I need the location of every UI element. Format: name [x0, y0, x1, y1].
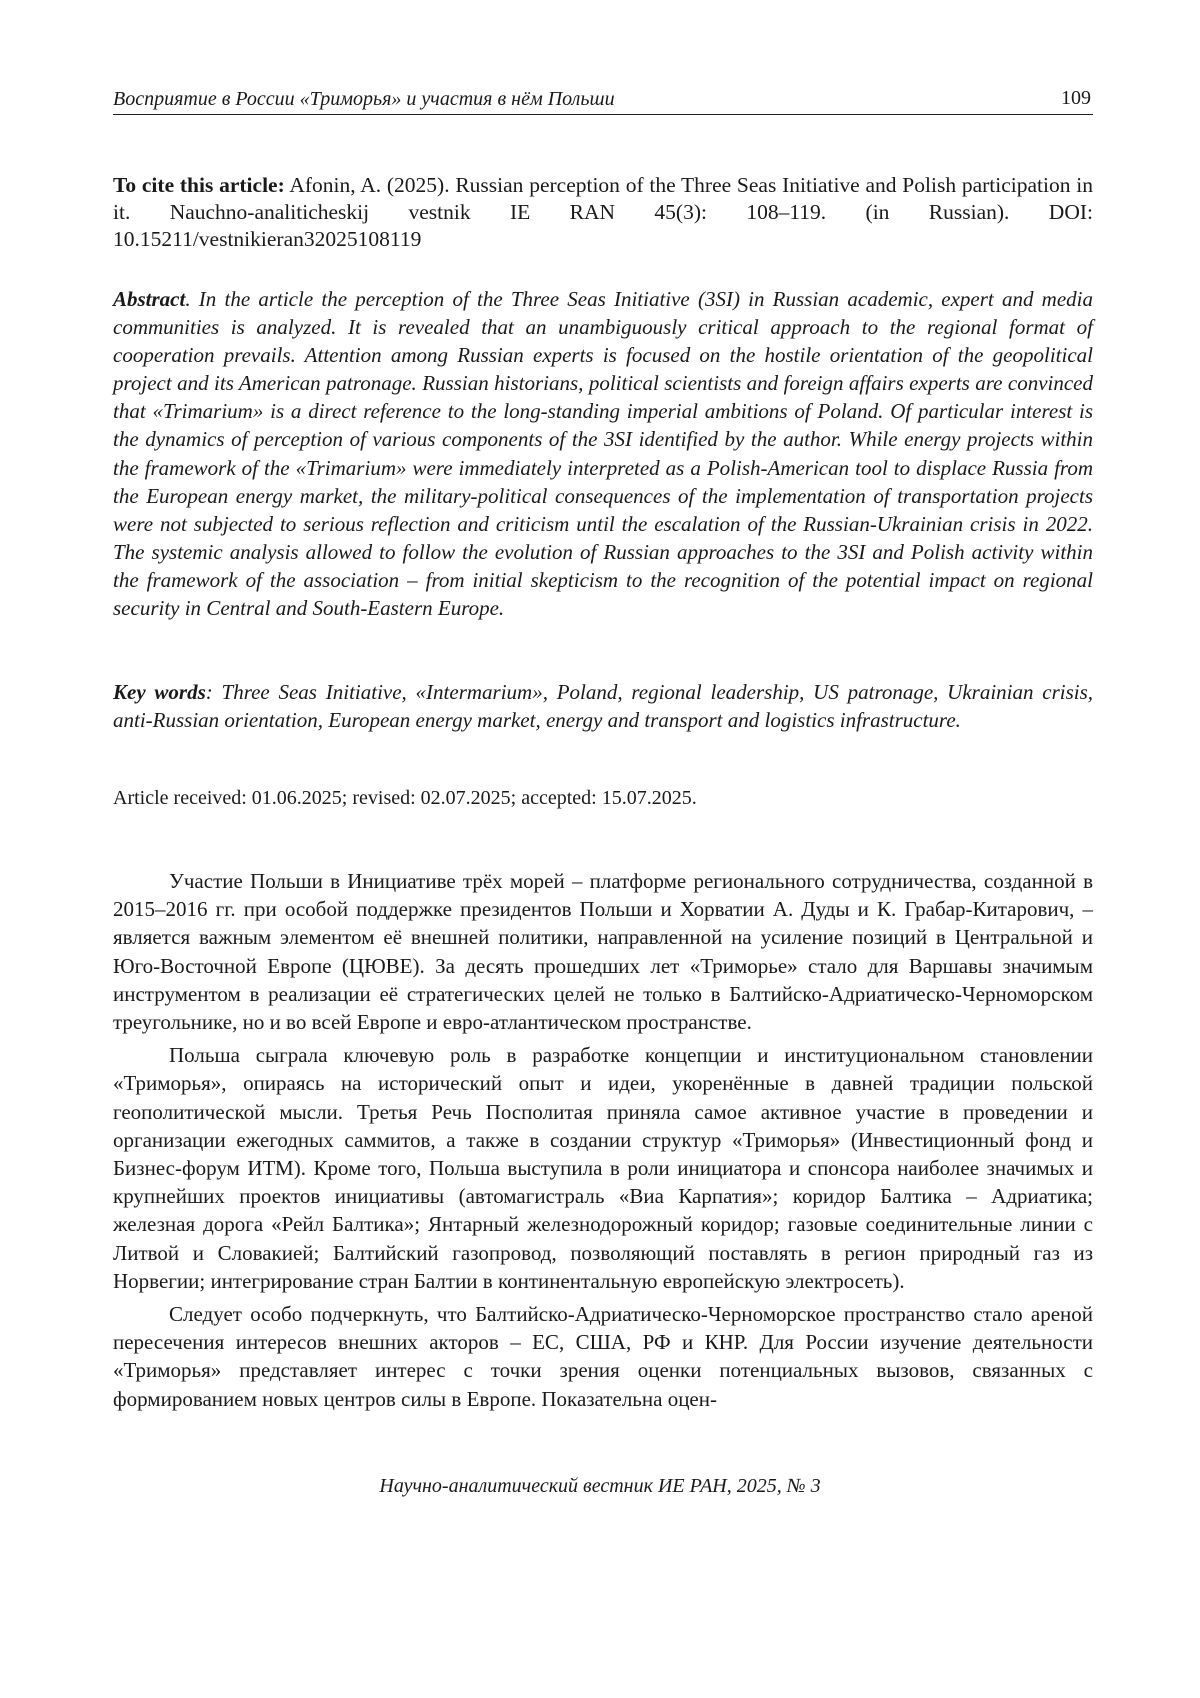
- citation-label: To cite this article:: [113, 173, 285, 197]
- abstract-label: Abstract: [113, 287, 186, 311]
- abstract-text: . In the article the perception of the Three Seas Initiative (3SI) in Russian academic, expert and media communities is analyzed. It is revealed that an unambiguously critical approach to the regional format of cooperation prevails. Attention among Russian experts is focused on the hostile orientation of the geopolitical project and its American patronage. Russian historians, political scientists and foreign affairs experts are convinced that «Trimarium» is a direct reference to the long-standing imperial ambitions of Poland. Of particular interest is the dynamics of perception of various components of the 3SI identified by the author. While energy projects within the framework of the «Trimarium» were immediately interpreted as a Polish-American tool to displace Russia from the European energy market, the military-political consequences of the implementation of transportation projects were not subjected to serious reflection and criticism until the escalation of the Russian-Ukrainian crisis in 2022. The systemic analysis allowed to follow the evolution of Russian approaches to the 3SI and Polish activity within the framework of the association – from initial skepticism to the recognition of the potential impact on regional security in Central and South-Eastern Europe.: [113, 287, 1093, 621]
- abstract-block: [113, 285, 1093, 622]
- article-dates: Article received: 01.06.2025; revised: 02.07.2025; accepted: 15.07.2025.: [113, 787, 697, 809]
- running-header: [113, 84, 1093, 115]
- body-paragraph: Следует особо подчеркнуть, что Балтийско-Адриатическо-Черноморское пространство стало ареной пересечения интересов внешних акторов – ЕС, США, РФ и КНР. Для России изучение деятельности «Триморья» представляет интерес с точки зрения оценки потенциальных вызовов, связанных с формированием новых центров силы в Европе. Показательна оцен-: [113, 1302, 1093, 1411]
- running-title: Восприятие в России «Триморья» и участия в нём Польши: [113, 88, 615, 110]
- running-footer: Научно-аналитический вестник ИЕ РАН, 2025, № 3: [379, 1475, 821, 1497]
- body-paragraph: Участие Польши в Инициативе трёх морей – платформе регионального сотрудничества, созданной в 2015–2016 гг. при особой поддержке президентов Польши и Хорватии А. Дуды и К. Грабар-Китарович, – является важным элементом её внешней политики, направленной на усиление позиций в Центральной и Юго-Восточной Европе (ЦЮВЕ). За десять прошедших лет «Триморье» стало для Варшавы значимым инструментом в реализации её стратегических целей не только в Балтийско-Адриатическо-Черноморском треугольнике, но и во всей Европе и евро-атлантическом пространстве.: [113, 869, 1093, 1035]
- citation-block: [113, 172, 1093, 253]
- page-number: 109: [1061, 87, 1091, 109]
- keywords-block: [113, 678, 1093, 734]
- body-paragraph: Польша сыграла ключевую роль в разработке концепции и институциональном становлении «Триморья», опираясь на исторический опыт и идеи, укоренённые в давней традиции польской геополитической мысли. Третья Речь Посполитая приняла самое активное участие в проведении и организации ежегодных саммитов, а также в создании структур «Триморья» (Инвестиционный фонд и Бизнес-форум ИТМ). Кроме того, Польша выступила в роли инициатора и спонсора наиболее значимых и крупнейших проектов инициативы (автомагистраль «Виа Карпатия»; коридор Балтика – Адриатика; железная дорога «Рейл Балтика»; Янтарный железнодорожный коридор; газовые соединительные линии с Литвой и Словакией; Балтийский газопровод, позволяющий поставлять в регион природный газ из Норвегии; интегрирование стран Балтии в континентальную европейскую электросеть).: [113, 1043, 1093, 1293]
- keywords-label: Key words: [113, 680, 206, 704]
- article-body: [113, 867, 1093, 1418]
- keywords-text: : Three Seas Initiative, «Intermarium», Poland, regional leadership, US patronage, Ukrainian crisis, anti-Russian orientation, European energy market, energy and transport and logistics infrastructure.: [113, 680, 1094, 733]
- citation-text: Afonin, A. (2025). Russian perception of the Three Seas Initiative and Polish participation in it. Nauchno-analiticheskij vestnik IE RAN 45(3): 108–119. (in Russian). DOI: 10.15211/vestnikieran32025108119: [113, 173, 1093, 251]
